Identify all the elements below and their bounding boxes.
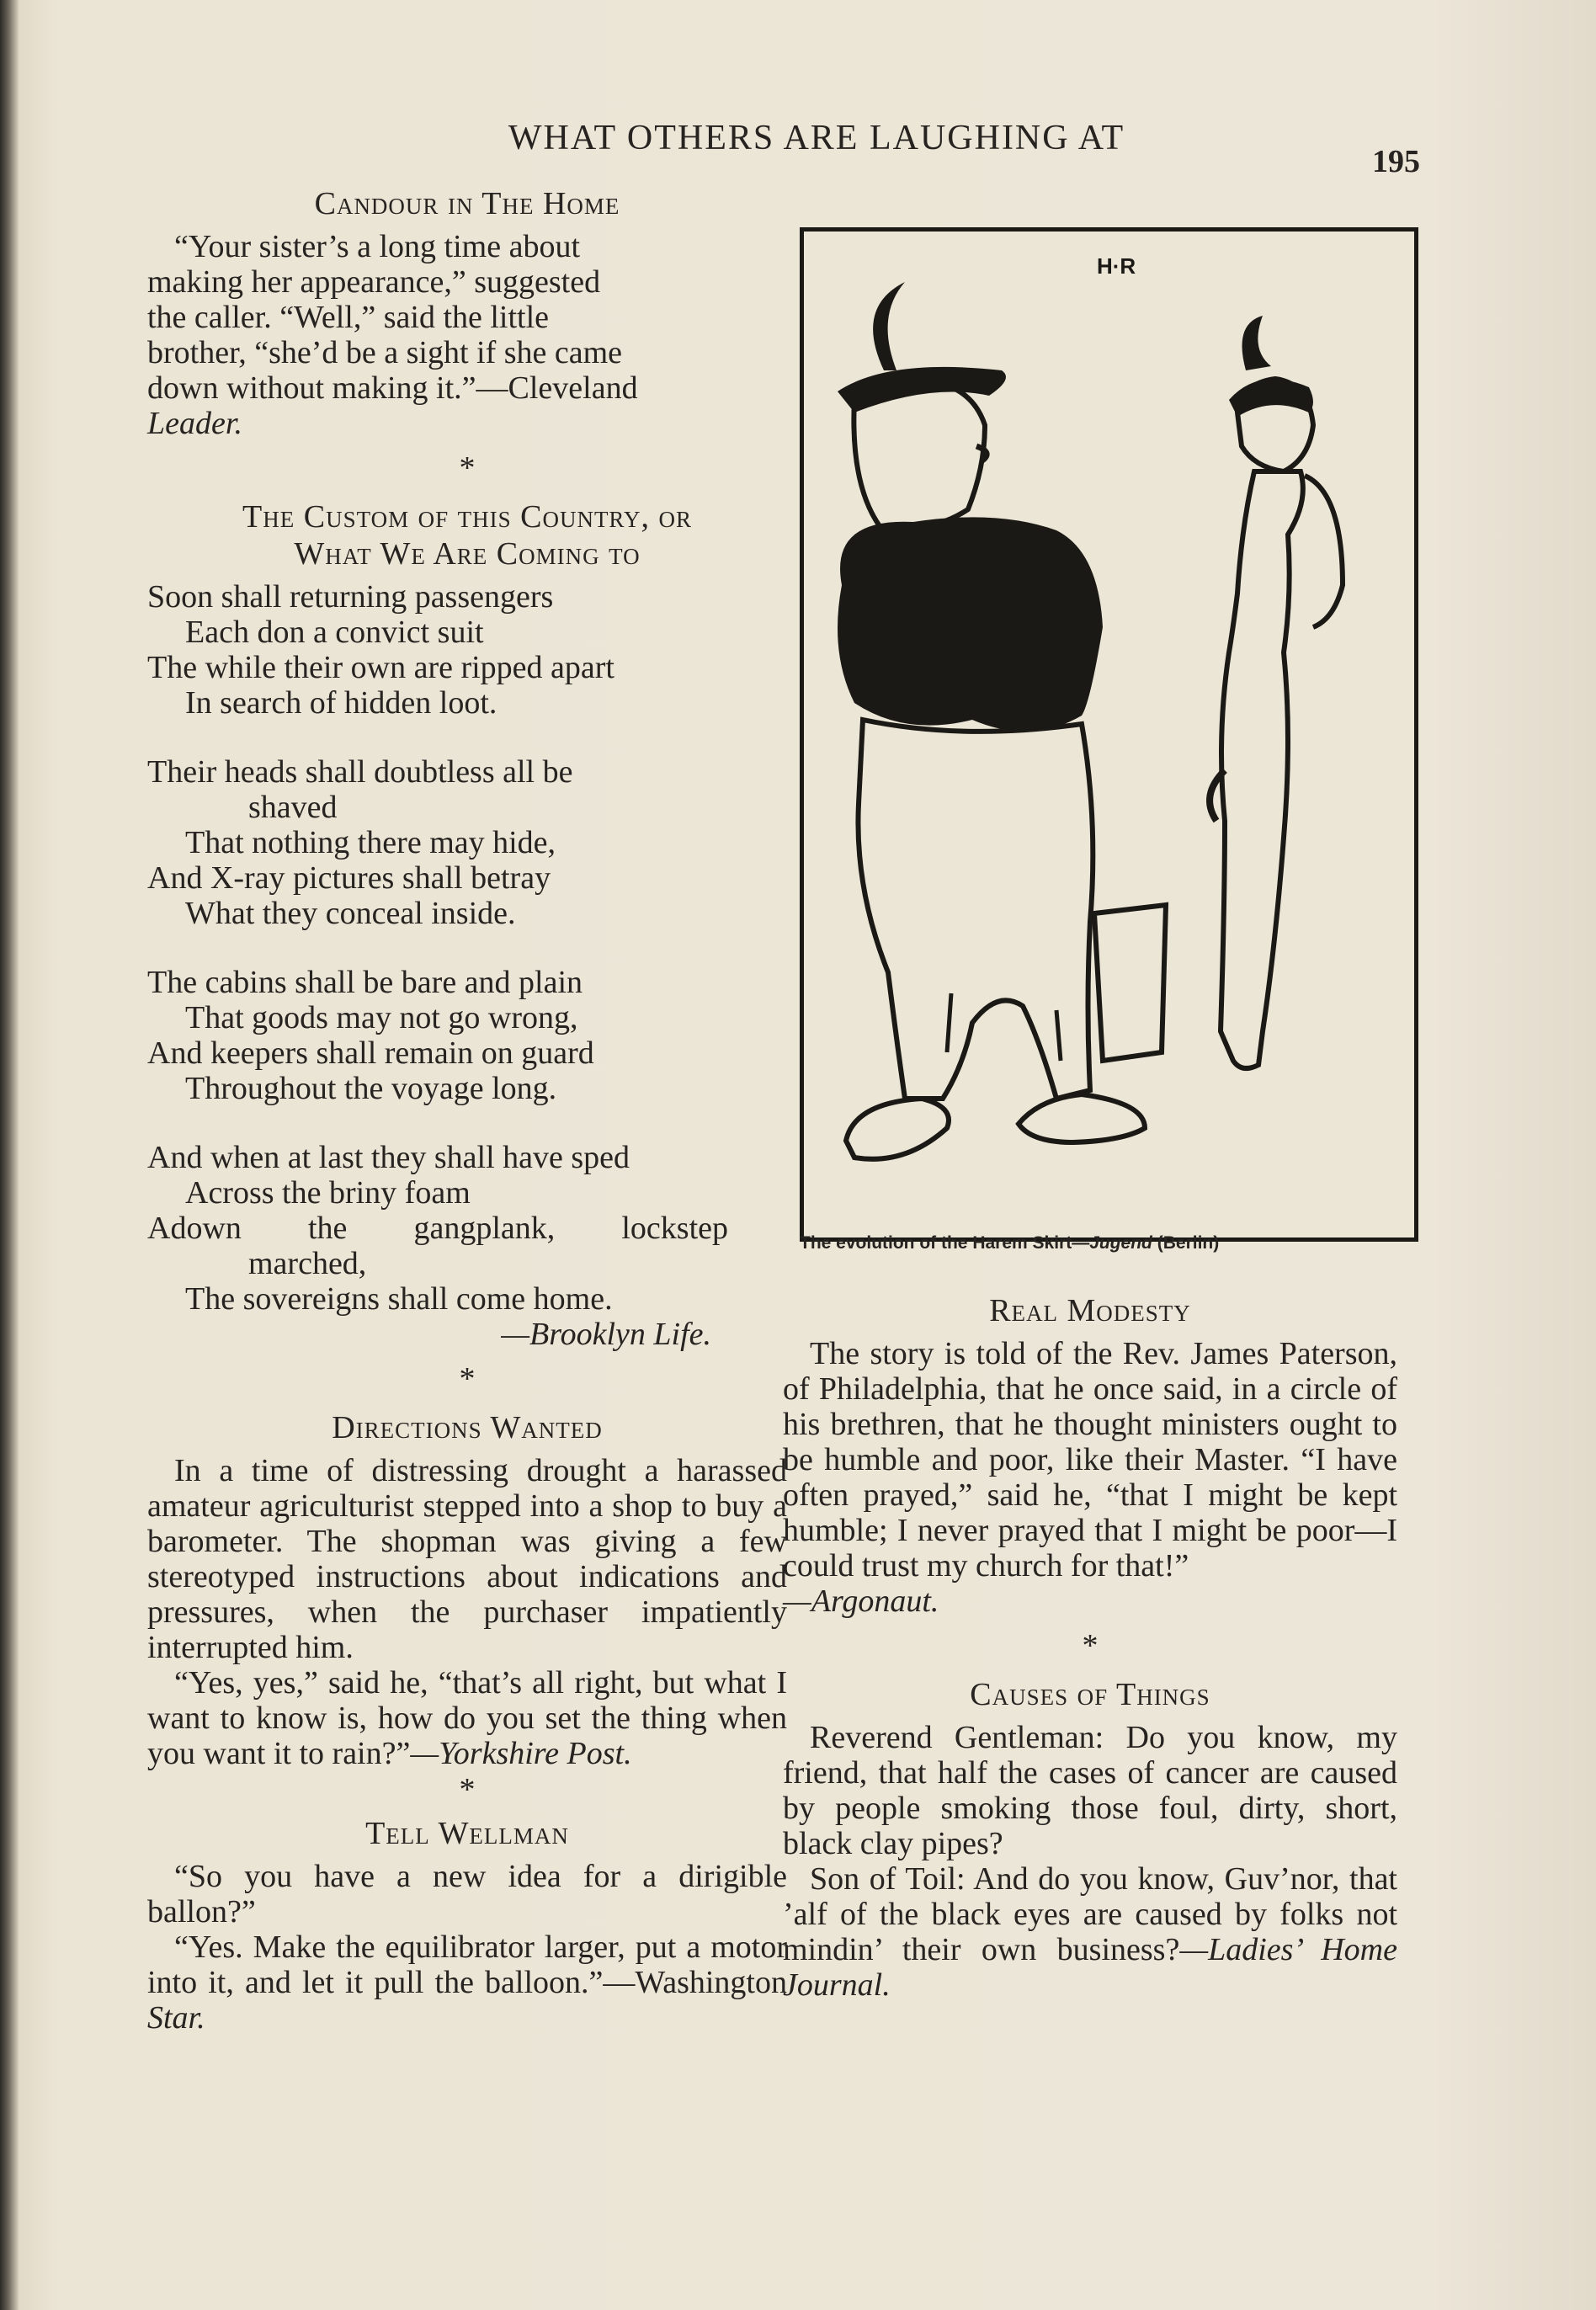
verse-line: Soon shall returning passengers: [147, 579, 554, 615]
article-modesty: [783, 1292, 1397, 1619]
article-source: Leader.: [147, 406, 242, 441]
poem-custom: [147, 498, 787, 1352]
article-candour: [147, 185, 787, 441]
page-number: 195: [1372, 144, 1420, 179]
paragraph-text: “Yes. Make the equilibrator larger, put a motor into it, and let it pull the balloon.”—Washington: [147, 1929, 787, 2000]
caption-source: Jugend: [1089, 1233, 1152, 1253]
paragraph: Reverend Gentleman: Do you know, my friend, that half the cases of cancer are caused by people smoking those foul, dirty, short, black clay pipes?: [783, 1720, 1397, 1861]
article-source: —Ladies’ Home Journal.: [783, 1932, 1397, 2003]
woman-arm: [1305, 476, 1343, 627]
verse-line: And when at last they shall have sped: [147, 1140, 630, 1175]
verse-line: marched,: [248, 1246, 367, 1281]
verse-line: That goods may not go wrong,: [185, 1000, 578, 1035]
cartoon-drawing: [804, 232, 1414, 1238]
article-title: Directions Wanted: [332, 1410, 603, 1445]
text-line: “Your sister’s a long time about: [174, 229, 581, 264]
paragraph-text: Son of Toil: And do you know, Guv’nor, that ’alf of the black eyes are caused by folks not mindin’ their own business?: [783, 1861, 1397, 1967]
article-source: Star.: [147, 2000, 205, 2036]
woman-hat-plume: [1242, 316, 1272, 370]
text-line: the caller. “Well,” said the little: [147, 300, 550, 335]
verse-word: Adown: [147, 1211, 242, 1246]
left-shoe: [846, 1099, 949, 1159]
verse-line: Throughout the voyage long.: [185, 1071, 557, 1106]
verse-line: shaved: [248, 790, 338, 825]
article-body: [783, 1336, 1397, 1619]
stanza: [147, 1140, 787, 1352]
article-causes: [783, 1676, 1397, 2003]
article-directions: [147, 1409, 787, 1771]
paragraph: “So you have a new idea for a dirigible ballon?”: [147, 1859, 787, 1929]
text-line: brother, “she’d be a sight if she came: [147, 335, 623, 370]
poem-title-line1: The Custom of this Country, or: [242, 499, 692, 535]
article-body: [147, 229, 787, 441]
paragraph: [783, 1861, 1397, 2003]
stanza: [147, 754, 787, 931]
stanza: [147, 965, 787, 1106]
woman-body: [1221, 471, 1303, 1068]
stanza: [147, 579, 787, 721]
article-title: Real Modesty: [989, 1293, 1191, 1328]
verse-text: Their heads shall doubtless all be: [147, 754, 573, 790]
asterisk-separator: *: [459, 450, 476, 486]
paragraph: [147, 1929, 787, 2036]
article-source: —Yorkshire Post.: [410, 1736, 632, 1771]
verse-line: In search of hidden loot.: [185, 685, 497, 721]
article-body: [783, 1720, 1397, 2003]
right-shoe: [1019, 1094, 1145, 1142]
parcel: [1094, 905, 1166, 1061]
article-source: —Argonaut.: [783, 1583, 939, 1619]
verse-line: The while their own are ripped apart: [147, 650, 614, 685]
right-column: [783, 1292, 1397, 2003]
caption-text: The evolution of the Harem Skirt—: [800, 1233, 1090, 1253]
text-line: down without making it.”—Cleveland: [147, 370, 638, 406]
paragraph: The story is told of the Rev. James Paterson, of Philadelphia, that he once said, in a circle of his brethren, that he thought ministers ought to be humble and poor, like their Master. “I have often prayed,” said he, “that I might be kept humble; I never prayed that I might be poor—I could trust my church for that!”: [783, 1336, 1397, 1583]
verse-word: gangplank,: [413, 1211, 556, 1246]
article-body: [147, 1453, 787, 1771]
artist-monogram: H·R: [1097, 253, 1136, 279]
verse-line: What they conceal inside.: [185, 896, 516, 931]
running-title: WHAT OTHERS ARE LAUGHING AT: [508, 119, 1125, 157]
asterisk-separator: *: [459, 1772, 476, 1807]
article-wellman: [147, 1815, 787, 2036]
asterisk-separator: *: [459, 1361, 476, 1397]
asterisk-separator: *: [1082, 1628, 1099, 1663]
verse-line: And keepers shall remain on guard: [147, 1035, 594, 1071]
paragraph: [147, 1665, 787, 1771]
article-title: Candour in The Home: [314, 186, 620, 221]
hat-feather: [873, 282, 905, 370]
verse-word: lockstep: [621, 1211, 728, 1246]
book-spine: [0, 0, 19, 2310]
text-line: making her appearance,” suggested: [147, 264, 601, 300]
verse-line: [147, 754, 728, 790]
verse-line: Across the briny foam: [185, 1175, 471, 1211]
article-body: [147, 1859, 787, 2036]
verse-line: Each don a convict suit: [185, 615, 484, 650]
verse-word: the: [307, 1211, 348, 1246]
cartoon-illustration: [800, 227, 1418, 1242]
article-title: Causes of Things: [970, 1677, 1210, 1712]
paragraph-text: “Yes, yes,” said he, “that’s all right, but what I want to know is, how do you set the thing when you want it to rain?”: [147, 1665, 787, 1771]
poem-body: [147, 579, 787, 1352]
paragraph: In a time of distressing drought a harassed amateur agriculturist stepped into a shop to buy a barometer. The shopman was giving a few stereotyped instructions about indications and pressures, when the purchaser impatiently interrupted him.: [147, 1453, 787, 1665]
verse-line: [147, 1211, 728, 1246]
man-shirt: [838, 517, 1103, 731]
verse-line: The cabins shall be bare and plain: [147, 965, 583, 1000]
verse-line: And X-ray pictures shall betray: [147, 860, 551, 896]
poem-title-line2: What We Are Coming to: [294, 536, 641, 572]
verse-line: That nothing there may hide,: [185, 825, 556, 860]
article-title: Tell Wellman: [365, 1816, 569, 1851]
poem-source: —Brooklyn Life.: [501, 1317, 711, 1352]
left-column: [147, 185, 787, 2036]
cartoon-caption: [800, 1233, 1423, 1253]
verse-line: The sovereigns shall come home.: [185, 1281, 613, 1317]
caption-place: (Berlin): [1157, 1233, 1220, 1253]
